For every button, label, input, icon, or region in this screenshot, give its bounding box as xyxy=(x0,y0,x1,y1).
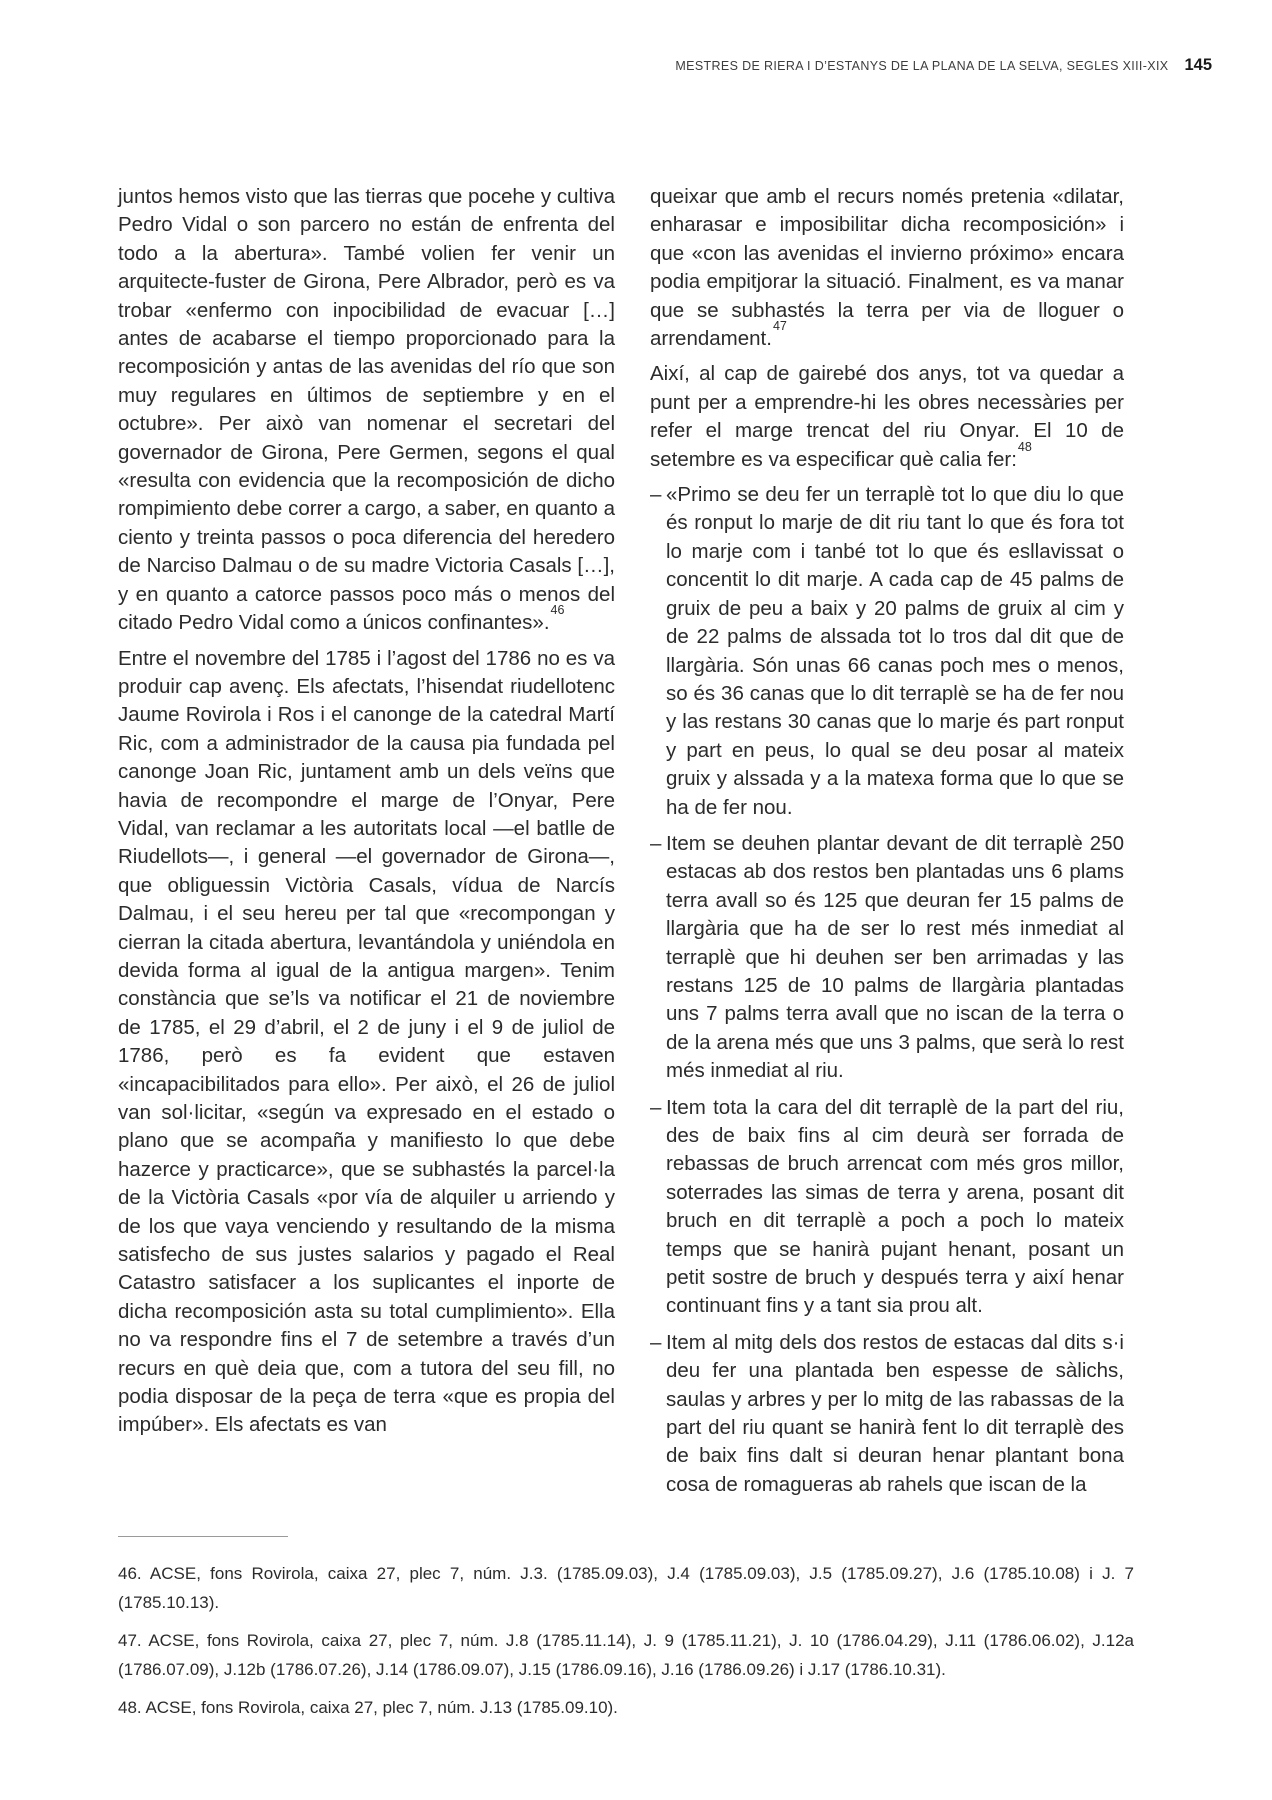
footnote-text: ACSE, fons Rovirola, caixa 27, plec 7, núm. J.8 (1785.11.14), J. 9 (1785.11.21), J. 10 (1786.04.29), J.11 (1786.06.02), J.12a (1786.07.09), J.12b (1786.07.26), J.14 (1786.09.07), J.15 (1786.09.16), J.16 (1786.09.26) i J.17 (1786.10.31). xyxy=(118,1631,1134,1679)
paragraph-text: queixar que amb el recurs només pretenia «dilatar, enharasar e imposibilitar dicha recomposición» i que «con las avenidas el invierno próximo» encara podia empitjorar la situació. Finalment, es va manar que se subhastés la terra per via de lloguer o arrendament. xyxy=(650,185,1124,351)
list-item xyxy=(650,1094,1124,1321)
footnote-46 xyxy=(118,1559,1134,1617)
list-item-text: «Primo se deu fer un terraplè tot lo que diu lo que és ronput lo marje de dit riu tant lo que és fora tot lo marje com i tanbé tot lo que és esllavissat o concentit lo dit marje. A cada cap de 45 palms de gruix de peu a baix y 20 palms de gruix al cim y de 22 palms de alssada tot lo tros dal dit que de llargària. Són unas 66 canas poch mes o menos, so és 36 canas que lo dit terraplè se ha de fer nou y las restans 30 canas que lo marje és part ronput y part en peus, lo qual se deu posar al mateix gruix y alssada y a la matexa forma que lo que se ha de fer nou. xyxy=(666,483,1124,819)
footnote-separator xyxy=(118,1536,288,1537)
footnote-ref-47: 47 xyxy=(772,319,787,334)
footnote-ref-48: 48 xyxy=(1017,439,1032,454)
paragraph xyxy=(650,183,1124,353)
paragraph xyxy=(650,360,1124,474)
page-number: 145 xyxy=(1184,56,1212,74)
running-title: MESTRES DE RIERA I D’ESTANYS DE LA PLANA DE LA SELVA, SEGLES XIII-XIX xyxy=(675,59,1169,73)
footnote-ref-46: 46 xyxy=(550,603,565,618)
paragraph-text: Entre el novembre del 1785 i l’agost del 1786 no es va produir cap avenç. Els afectats, l’hisendat riudellotenc Jaume Rovirola i Ros i el canonge de la catedral Martí Ric, com a administrador de la causa pia fundada pel canonge Joan Ric, juntament amb un dels veïns que havia de recompondre el marge de l’Onyar, Pere Vidal, van reclamar a les autoritats local —el batlle de Riudellots—, i general —el governador de Girona—, que obliguessin Victòria Casals, vídua de Narcís Dalmau, i el seu hereu per tal que «recompongan y cierran la citada abertura, levantándola y uniéndola en devida forma al igual de la antigua margen». Tenim constància que se’ls va notificar el 21 de noviembre de 1785, el 29 d’abril, el 2 de juny i el 9 de juliol de 1786, però es fa evident que estaven «incapacibilitados para ello». Per això, el 26 de juliol van sol·licitar, «según va expresado en el estado o plano que se acompaña y manifiesto lo que debe hazerce y practicarce», que se subhastés la parcel·la de la Victòria Casals «por vía de alquiler u arriendo y de los que vaya venciendo y resultando de la misma satisfecho de sus justes salarios y pagado el Real Catastro satisfacer a los suplicantes el inporte de dicha recomposición asta su total cumplimiento». Ella no va respondre fins el 7 de setembre a través d’un recurs en què deia que, com a tutora del seu fill, no podia disposar de la peça de terra «que es propia del impúber». Els afectats es van xyxy=(118,646,615,1437)
list-item-text: Item al mitg dels dos restos de estacas dal dits s·i deu fer una plantada ben espesse de sàlichs, saulas y arbres y per lo mitg de las rabassas de la part del riu quant se hanirà fent lo dit terraplè des de baix fins dalt si deuran henar plantant bona cosa de romagueras ab rahels que iscan de la xyxy=(666,1330,1124,1496)
footnote-text: ACSE, fons Rovirola, caixa 27, plec 7, núm. J.13 (1785.09.10). xyxy=(145,1698,618,1717)
list-item-text: Item tota la cara del dit terraplè de la part del riu, des de baix fins al cim deurà ser forrada de rebassas de bruch arrencat com més gros millor, soterrades las simas de terra y arena, posant dit bruch en dit terraplè a poch a poch lo mateix temps que se hanirà pujant henant, posant un petit sostre de bruch y después terra y així henar continuant fins y a tant sia prou alt. xyxy=(666,1095,1124,1318)
footnotes-section xyxy=(118,1536,1134,1731)
footnote-number: 48. xyxy=(118,1698,142,1717)
footnote-number: 46. xyxy=(118,1564,142,1583)
list-dash: – xyxy=(650,1095,662,1119)
paragraph xyxy=(118,645,615,1440)
footnote-text: ACSE, fons Rovirola, caixa 27, plec 7, núm. J.3. (1785.09.03), J.4 (1785.09.03), J.5 (1785.09.27), J.6 (1785.10.08) i J. 7 (1785.10.13). xyxy=(118,1564,1134,1612)
paragraph-text: Així, al cap de gairebé dos anys, tot va quedar a punt per a emprendre-hi les obres necessàries per refer el marge trencat del riu Onyar. El 10 de setembre es va especificar què calia fer: xyxy=(650,362,1124,471)
paragraph-text: juntos hemos visto que las tierras que pocehe y cultiva Pedro Vidal o son parcero no están de enfrenta del todo a la abertura». També volien fer venir un arquitecte-fuster de Girona, Pere Albrador, però es va trobar «enfermo con inpocibilidad de evacuar […] antes de acabarse el tiempo proporcionado para la recomposición y antas de las avenidas del río que son muy regulares en últimos de septiembre y en el octubre». Per això van nomenar el secretari del governador de Girona, Pere Germen, segons el qual «resulta con evidencia que la recomposición de dicho rompimiento debe correr a cargo, a saber, en quanto a ciento y treinta passos o poca diferencia del heredero de Narciso Dalmau o de su madre Victoria Casals […], y en quanto a catorce passos poco más o menos del citado Pedro Vidal como a únicos confinantes». xyxy=(118,185,615,635)
footnote-48 xyxy=(118,1693,1134,1722)
right-column xyxy=(650,183,1124,1507)
list-item xyxy=(650,830,1124,1086)
list-dash: – xyxy=(650,1330,662,1354)
list-item-text: Item se deuhen plantar devant de dit terraplè 250 estacas ab dos restos ben plantadas uns 6 plams terra avall so és 125 que deuran fer 15 palms de llargària que ha de ser lo rest més inmediat al terraplè que hi deuhen ser ben arrimadas y las restans 125 de 10 palms de llargària plantadas uns 7 palms terra avall que no iscan de la terra o de la arena més que uns 3 palms, que serà lo rest més inmediat al riu. xyxy=(666,831,1124,1083)
footnote-47 xyxy=(118,1626,1134,1684)
list-item xyxy=(650,1329,1124,1499)
list-dash: – xyxy=(650,483,662,507)
page-header xyxy=(118,56,1212,75)
paragraph xyxy=(118,183,615,638)
list-item xyxy=(650,481,1124,822)
footnote-number: 47. xyxy=(118,1631,142,1650)
text-columns xyxy=(118,183,1124,1507)
list-dash: – xyxy=(650,831,662,855)
left-column xyxy=(118,183,615,1507)
